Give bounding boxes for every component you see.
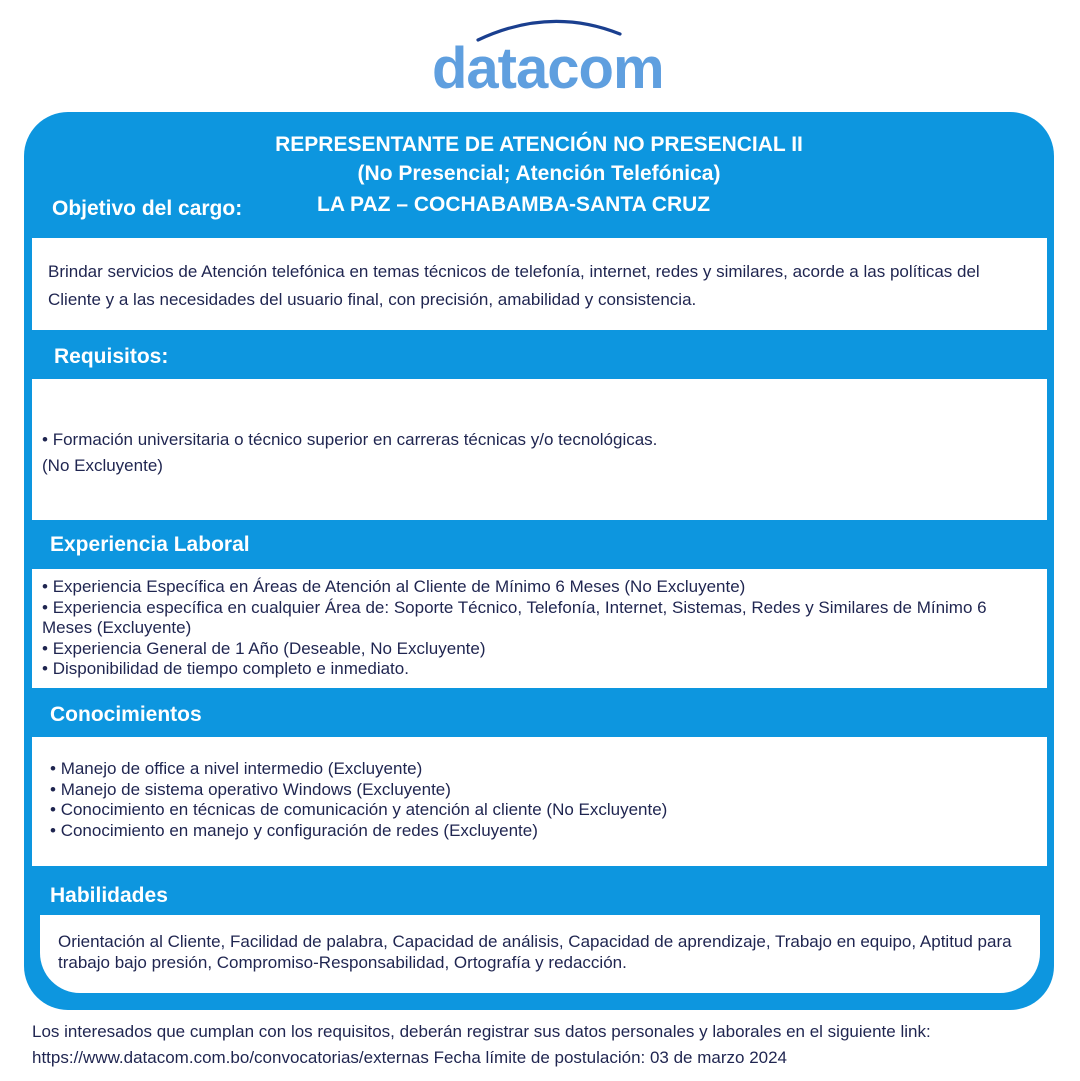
- requisitos-panel: [32, 379, 1047, 520]
- experiencia-item: • Experiencia Específica en Áreas de Atención al Cliente de Mínimo 6 Meses (No Excluyente): [42, 577, 1007, 598]
- conocimientos-item: • Conocimiento en técnicas de comunicación y atención al cliente (No Excluyente): [50, 800, 1027, 821]
- job-title: REPRESENTANTE DE ATENCIÓN NO PRESENCIAL II: [275, 133, 803, 156]
- job-subtitle: (No Presencial; Atención Telefónica): [357, 162, 721, 185]
- requisitos-heading: Requisitos:: [54, 345, 169, 368]
- conocimientos-item: • Conocimiento en manejo y configuración de redes (Excluyente): [50, 821, 1027, 842]
- conocimientos-item: • Manejo de office a nivel intermedio (Excluyente): [50, 759, 1027, 780]
- conocimientos-heading: Conocimientos: [50, 703, 202, 726]
- objetivo-label: Objetivo del cargo:: [52, 197, 243, 220]
- conocimientos-item: • Manejo de sistema operativo Windows (Excluyente): [50, 780, 1027, 801]
- habilidades-text: Orientación al Cliente, Facilidad de palabra, Capacidad de análisis, Capacidad de aprendizaje, Trabajo en equipo, Aptitud para trabajo bajo presión, Compromiso-Responsabilidad, Ortografía y redacción.: [58, 932, 1012, 972]
- job-location: LA PAZ – COCHABAMBA-SANTA CRUZ: [317, 193, 711, 216]
- conocimientos-panel: [32, 737, 1047, 866]
- experiencia-item: • Disponibilidad de tiempo completo e inmediato.: [42, 659, 1007, 680]
- bullet-icon: •: [42, 430, 53, 449]
- habilidades-heading: Habilidades: [50, 884, 168, 907]
- footer-text: Los interesados que cumplan con los requisitos, deberán registrar sus datos personales y laborales en el siguiente link: https://www.datacom.com.bo/convocatorias/externas Fecha límite de postulación: 03 de marzo 2024: [32, 1022, 931, 1067]
- experiencia-item: • Experiencia General de 1 Año (Deseable, No Excluyente): [42, 639, 1007, 660]
- requisitos-item: • Formación universitaria o técnico superior en carreras técnicas y/o tecnológicas.: [42, 430, 658, 449]
- datacom-logo: [430, 12, 680, 101]
- experiencia-item: • Experiencia específica en cualquier Área de: Soporte Técnico, Telefonía, Internet, Sistemas, Redes y Similares de Mínimo 6 Meses (Excluyente): [42, 598, 1007, 639]
- objetivo-panel: [32, 238, 1047, 330]
- habilidades-panel: [40, 915, 1040, 993]
- requisitos-note: (No Excluyente): [42, 456, 163, 475]
- logo-wordmark: datacom: [432, 36, 664, 101]
- experiencia-panel: [32, 569, 1047, 688]
- objetivo-text: Brindar servicios de Atención telefónica en temas técnicos de telefonía, internet, redes y similares, acorde a las políticas del Cliente y a las necesidades del usuario final, con precisión, amabilidad y consistencia.: [48, 262, 980, 309]
- experiencia-heading: Experiencia Laboral: [50, 533, 250, 556]
